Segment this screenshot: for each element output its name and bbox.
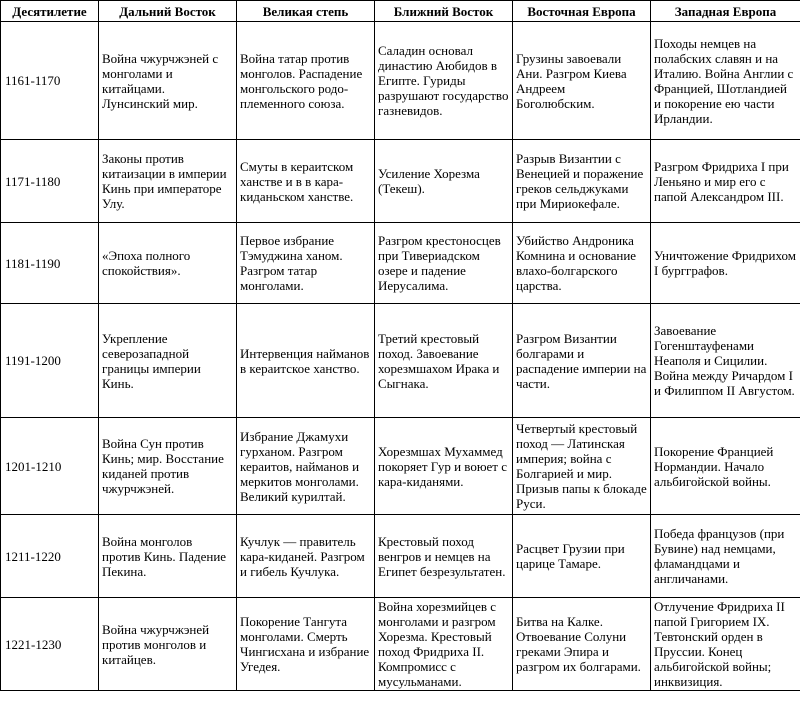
table-row xyxy=(1,140,800,223)
eastern-europe-cell: Грузины завоевали Ани. Разгром Киева Андреем Боголюбским. xyxy=(513,22,651,140)
western-europe-cell: Походы немцев на полабских славян и на Италию. Война Англии с Францией, Шотландией и покорение ею части Ирландии. xyxy=(651,22,800,140)
table-row xyxy=(1,304,800,418)
western-europe-cell: Завоевание Гогенштауфенами Неаполя и Сицилии. Война между Ричардом I и Филиппом II Августом. xyxy=(651,304,800,418)
near-east-cell: Усиление Хорезма (Текеш). xyxy=(375,140,513,223)
header-great-steppe: Великая степь xyxy=(237,1,375,22)
far-east-cell: Война монголов против Кинь. Падение Пекина. xyxy=(99,515,237,598)
near-east-cell: Хорезмшах Мухаммед покоряет Гур и воюет с кара-киданями. xyxy=(375,418,513,515)
great-steppe-cell: Избрание Джамухи гурханом. Разгром кераитов, найманов и меркитов монголами. Великий курилтай. xyxy=(237,418,375,515)
western-europe-cell: Покорение Францией Нормандии. Начало альбигойской войны. xyxy=(651,418,800,515)
table-row xyxy=(1,598,800,691)
eastern-europe-cell: Разрыв Византии с Венецией и поражение греков сельджуками при Мириокефале. xyxy=(513,140,651,223)
great-steppe-cell: Интервенция найманов в кераитское ханство. xyxy=(237,304,375,418)
western-europe-cell: Разгром Фридриха I при Леньяно и мир его с папой Александром III. xyxy=(651,140,800,223)
near-east-cell: Саладин основал династию Аюбидов в Египте. Гуриды разрушают государство газневидов. xyxy=(375,22,513,140)
great-steppe-cell: Первое избрание Тэмуджина ханом. Разгром татар монголами. xyxy=(237,223,375,304)
decade-cell: 1201-1210 xyxy=(1,418,99,515)
near-east-cell: Разгром крестоносцев при Тивериадском озере и падение Иерусалима. xyxy=(375,223,513,304)
far-east-cell: Война Сун против Кинь; мир. Восстание киданей против чжурчжэней. xyxy=(99,418,237,515)
eastern-europe-cell: Расцвет Грузии при царице Тамаре. xyxy=(513,515,651,598)
great-steppe-cell: Покорение Тангута монголами. Смерть Чингисхана и избрание Угедея. xyxy=(237,598,375,691)
far-east-cell: «Эпоха полного спокойствия». xyxy=(99,223,237,304)
header-decade: Десятилетие xyxy=(1,1,99,22)
western-europe-cell: Уничтожение Фридрихом I бургграфов. xyxy=(651,223,800,304)
far-east-cell: Укрепление северозападной границы империи Кинь. xyxy=(99,304,237,418)
far-east-cell: Законы против китаизации в империи Кинь при императоре Улу. xyxy=(99,140,237,223)
header-western-europe: Западная Европа xyxy=(651,1,800,22)
eastern-europe-cell: Убийство Андроника Комнина и основание влахо-болгарского царства. xyxy=(513,223,651,304)
near-east-cell: Третий крестовый поход. Завоевание хорезмшахом Ирака и Сыгнака. xyxy=(375,304,513,418)
decade-cell: 1161-1170 xyxy=(1,22,99,140)
eastern-europe-cell: Четвертый крестовый поход — Латинская империя; война с Болгарией и мир. Призыв папы к блокаде Руси. xyxy=(513,418,651,515)
near-east-cell: Крестовый поход венгров и немцев на Египет безрезультатен. xyxy=(375,515,513,598)
western-europe-cell: Победа французов (при Бувине) над немцами, фламандцами и англичанами. xyxy=(651,515,800,598)
eastern-europe-cell: Битва на Калке. Отвоевание Солуни греками Эпира и разгром их болгарами. xyxy=(513,598,651,691)
near-east-cell: Война хорезмийцев с монголами и разгром Хорезма. Крестовый поход Фридриха II. Компромисс с мусульманами. xyxy=(375,598,513,691)
table-row xyxy=(1,223,800,304)
decade-cell: 1221-1230 xyxy=(1,598,99,691)
great-steppe-cell: Смуты в кераитском ханстве и в в кара-киданьском ханстве. xyxy=(237,140,375,223)
table-row xyxy=(1,418,800,515)
table-row xyxy=(1,515,800,598)
eastern-europe-cell: Разгром Византии болгарами и распадение империи на части. xyxy=(513,304,651,418)
header-eastern-europe: Восточная Европа xyxy=(513,1,651,22)
far-east-cell: Война чжурчжэней с монголами и китайцами. Лунсинский мир. xyxy=(99,22,237,140)
table-row xyxy=(1,22,800,140)
decade-cell: 1211-1220 xyxy=(1,515,99,598)
header-row xyxy=(1,1,800,22)
great-steppe-cell: Кучлук — правитель кара-киданей. Разгром и гибель Кучлука. xyxy=(237,515,375,598)
great-steppe-cell: Война татар против монголов. Распадение монгольского родо-племенного союза. xyxy=(237,22,375,140)
decade-cell: 1191-1200 xyxy=(1,304,99,418)
far-east-cell: Война чжурчжэней против монголов и китайцев. xyxy=(99,598,237,691)
header-far-east: Дальний Восток xyxy=(99,1,237,22)
decade-cell: 1181-1190 xyxy=(1,223,99,304)
western-europe-cell: Отлучение Фридриха II папой Григорием IX. Тевтонский орден в Пруссии. Конец альбигойской войны; инквизиция. xyxy=(651,598,800,691)
header-near-east: Ближний Восток xyxy=(375,1,513,22)
decade-cell: 1171-1180 xyxy=(1,140,99,223)
